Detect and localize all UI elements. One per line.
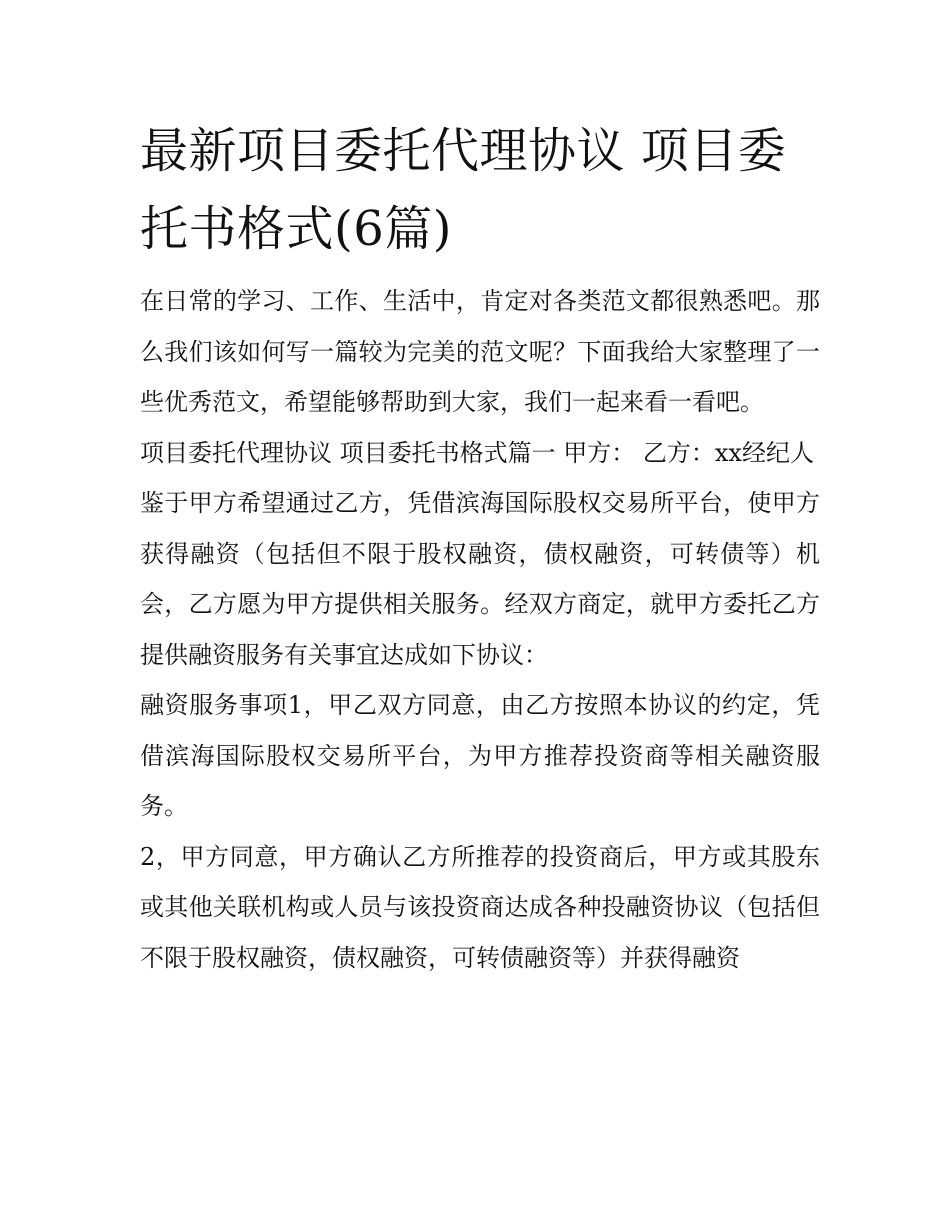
clause-1-paragraph: 融资服务事项1，甲乙双方同意，由乙方按照本协议的约定，凭借滨海国际股权交易所平台，为甲方推荐投资商等相关融资服务。 [140,691,820,820]
section-heading-paragraph: 项目委托代理协议 项目委托书格式篇一 甲方： 乙方：xx经纪人 [140,438,814,467]
intro-paragraph: 在日常的学习、工作、生活中，肯定对各类范文都很熟悉吧。那么我们该如何写一篇较为完美的范文呢？下面我给大家整理了一些优秀范文，希望能够帮助到大家，我们一起来看一看吧。 [140,287,820,416]
document-page [140,112,820,983]
document-body [140,276,820,983]
document-title: 最新项目委托代理协议 项目委托书格式(6篇) [140,123,787,257]
clause-2-paragraph: 2，甲方同意，甲方确认乙方所推荐的投资商后，甲方或其股东或其他关联机构或人员与该投资商达成各种投融资协议（包括但不限于股权融资，债权融资，可转债融资等）并获得融资 [140,842,820,972]
preamble-paragraph: 鉴于甲方希望通过乙方，凭借滨海国际股权交易所平台，使甲方获得融资（包括但不限于股权融资，债权融资，可转债等）机会，乙方愿为甲方提供相关服务。经双方商定，就甲方委托乙方提供融资服务有关事宜达成如下协议： [140,489,820,669]
